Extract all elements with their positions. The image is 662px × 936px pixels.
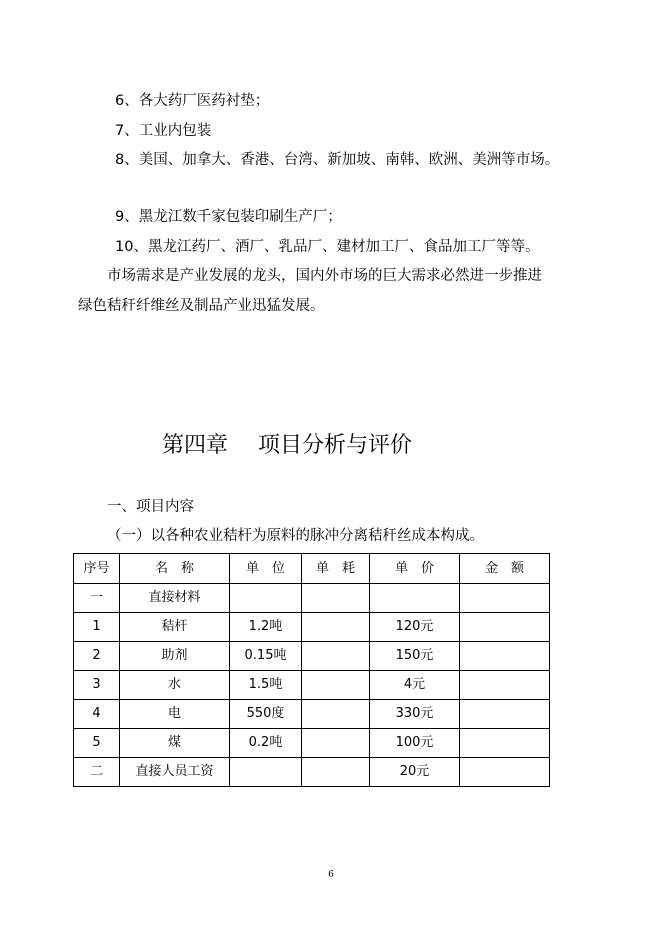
cell-seq: 1 bbox=[74, 613, 120, 642]
cell-name: 助剂 bbox=[120, 642, 230, 671]
cell-consumption bbox=[302, 758, 370, 787]
cell-amount bbox=[460, 584, 550, 613]
cell-seq: 5 bbox=[74, 729, 120, 758]
cell-unit bbox=[230, 584, 302, 613]
cell-price: 4元 bbox=[370, 671, 460, 700]
cell-amount bbox=[460, 613, 550, 642]
paragraph-line-1: 市场需求是产业发展的龙头，国内外市场的巨大需求必然进一步推进 bbox=[107, 268, 542, 284]
paragraph-line-2: 绿色秸秆纤维丝及制品产业迅猛发展。 bbox=[78, 298, 325, 314]
table-row bbox=[74, 729, 550, 758]
cell-seq: 4 bbox=[74, 700, 120, 729]
table-row bbox=[74, 584, 550, 613]
cell-price: 100元 bbox=[370, 729, 460, 758]
cell-amount bbox=[460, 729, 550, 758]
header-consumption: 单 耗 bbox=[302, 554, 370, 584]
list-item-8: 8、美国、加拿大、香港、台湾、新加坡、南韩、欧洲、美洲等市场。 bbox=[115, 152, 560, 168]
cell-seq: 一 bbox=[74, 584, 120, 613]
cell-amount bbox=[460, 700, 550, 729]
cell-seq: 二 bbox=[74, 758, 120, 787]
cell-unit bbox=[230, 758, 302, 787]
list-item-10: 10、黑龙江药厂、酒厂、乳品厂、建材加工厂、食品加工厂等等。 bbox=[115, 239, 540, 255]
cell-price bbox=[370, 584, 460, 613]
list-item-6: 6、各大药厂医药衬垫； bbox=[115, 93, 270, 109]
cell-consumption bbox=[302, 613, 370, 642]
cell-name: 电 bbox=[120, 700, 230, 729]
cell-unit: 1.2吨 bbox=[230, 613, 302, 642]
cell-name: 煤 bbox=[120, 729, 230, 758]
cell-consumption bbox=[302, 671, 370, 700]
cell-price: 20元 bbox=[370, 758, 460, 787]
cell-seq: 2 bbox=[74, 642, 120, 671]
cell-name: 直接人员工资 bbox=[120, 758, 230, 787]
header-unit: 单 位 bbox=[230, 554, 302, 584]
list-item-7: 7、工业内包装 bbox=[115, 123, 212, 139]
cell-unit: 1.5吨 bbox=[230, 671, 302, 700]
cell-consumption bbox=[302, 729, 370, 758]
header-name: 名 称 bbox=[120, 554, 230, 584]
cell-price: 150元 bbox=[370, 642, 460, 671]
cell-unit: 0.2吨 bbox=[230, 729, 302, 758]
cell-consumption bbox=[302, 642, 370, 671]
chapter-number: 第四章 bbox=[162, 433, 229, 458]
cell-amount bbox=[460, 758, 550, 787]
subsection-heading: （一）以各种农业秸杆为原料的脉冲分离秸秆丝成本构成。 bbox=[107, 528, 484, 544]
cell-consumption bbox=[302, 584, 370, 613]
cell-amount bbox=[460, 671, 550, 700]
cell-price: 120元 bbox=[370, 613, 460, 642]
chapter-title: 项目分析与评价 bbox=[258, 433, 413, 458]
cell-unit: 0.15吨 bbox=[230, 642, 302, 671]
list-item-9: 9、黑龙江数千家包装印刷生产厂； bbox=[115, 209, 342, 225]
header-amount: 金 额 bbox=[460, 554, 550, 584]
cell-name: 秸杆 bbox=[120, 613, 230, 642]
header-seq: 序号 bbox=[74, 554, 120, 584]
table-row bbox=[74, 671, 550, 700]
header-price: 单 价 bbox=[370, 554, 460, 584]
page-number: 6 bbox=[328, 870, 334, 880]
section-heading: 一、项目内容 bbox=[107, 499, 194, 515]
cell-price: 330元 bbox=[370, 700, 460, 729]
cell-amount bbox=[460, 642, 550, 671]
cell-name: 直接材料 bbox=[120, 584, 230, 613]
cell-name: 水 bbox=[120, 671, 230, 700]
table-row bbox=[74, 700, 550, 729]
cell-seq: 3 bbox=[74, 671, 120, 700]
table-row bbox=[74, 758, 550, 787]
chapter-heading bbox=[162, 432, 412, 460]
cell-unit: 550度 bbox=[230, 700, 302, 729]
cost-table bbox=[73, 553, 550, 787]
table-row bbox=[74, 613, 550, 642]
cell-consumption bbox=[302, 700, 370, 729]
table-row bbox=[74, 642, 550, 671]
table-header-row bbox=[74, 554, 550, 584]
